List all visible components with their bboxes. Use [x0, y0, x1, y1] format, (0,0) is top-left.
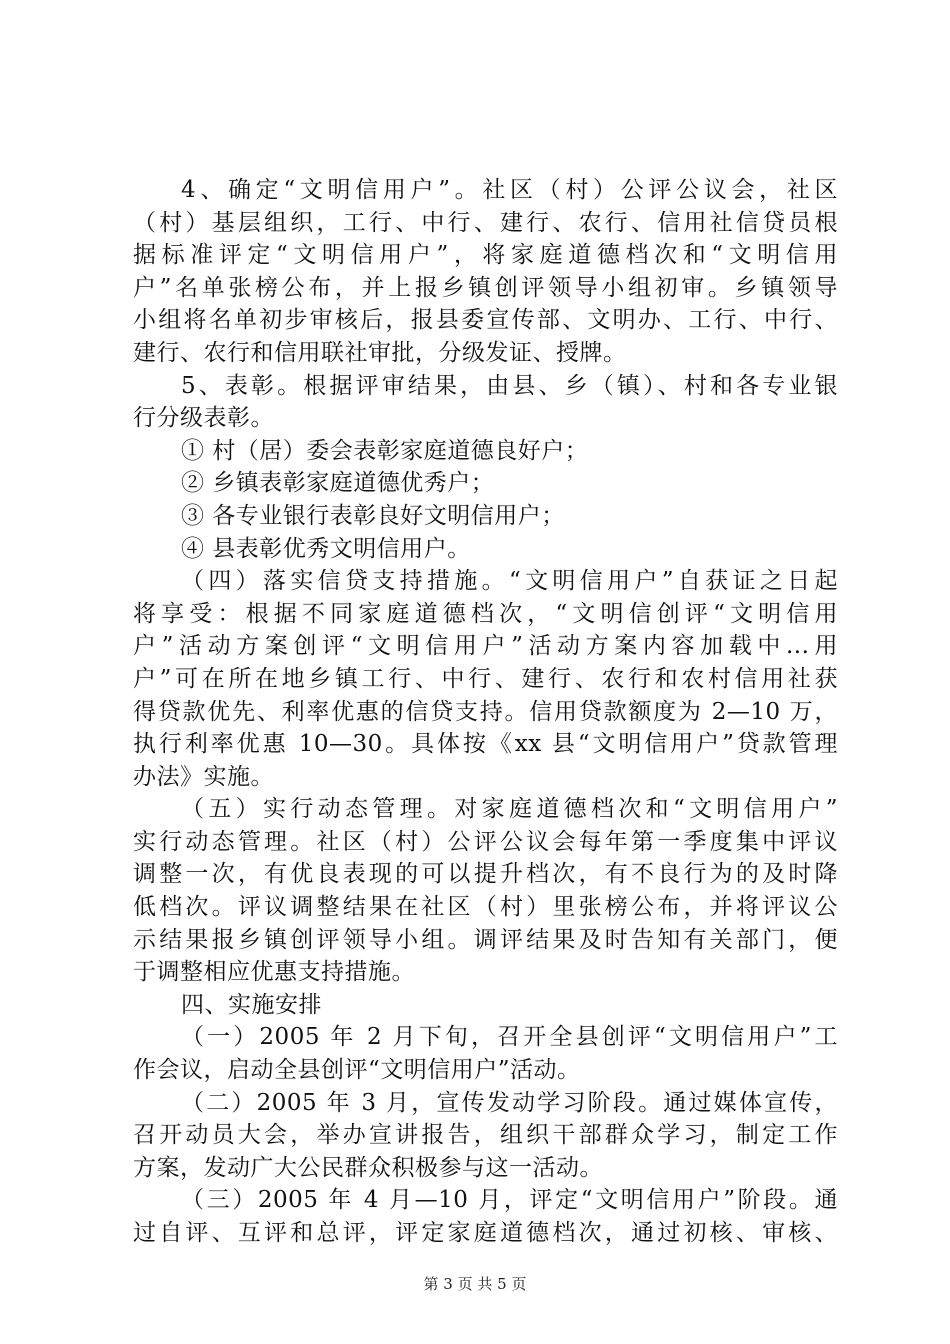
text-line: （村）基层组织，工行、中行、建行、农行、信用社信贷员根	[133, 209, 838, 236]
text-line: （三）2005 年 4 月—10 月，评定“文明信用户”阶段。通	[181, 1187, 838, 1214]
text-line: ① 村（居）委会表彰家庭道德良好户；	[181, 437, 589, 464]
document-body	[133, 174, 838, 1250]
text-line: 过自评、互评和总评，评定家庭道德档次，通过初核、审核、	[133, 1220, 838, 1246]
text-line: （五）实行动态管理。对家庭道德档次和“文明信用户”	[181, 796, 838, 823]
text-line: （一）2005 年 2 月下旬，召开全县创评“文明信用户”工	[181, 1024, 838, 1051]
text-line: 建行、农行和信用联社审批，分级发证、授牌。	[133, 339, 627, 366]
text-line: 4、确定“文明信用户”。社区（村）公评公议会，社区	[181, 177, 838, 203]
text-line: ② 乡镇表彰家庭道德优秀户；	[181, 470, 495, 497]
text-line: ④ 县表彰优秀文明信用户。	[181, 535, 471, 562]
text-line: 方案，发动广大公民群众积极参与这一活动。	[133, 1154, 603, 1181]
text-line: 作会议，启动全县创评“文明信用户”活动。	[133, 1057, 581, 1084]
text-line: 据标准评定“文明信用户”，将家庭道德档次和“文明信用	[133, 242, 838, 269]
text-line: 小组将名单初步审核后，报县委宣传部、文明办、工行、中行、	[133, 307, 838, 334]
text-line: 行分级表彰。	[133, 405, 274, 432]
text-line: 户”名单张榜公布，并上报乡镇创评领导小组初审。乡镇领导	[133, 274, 838, 301]
text-line: 示结果报乡镇创评领导小组。调评结果及时告知有关部门，便	[133, 926, 838, 953]
text-line: （四）落实信贷支持措施。“文明信用户”自获证之日起	[181, 568, 838, 595]
text-line: （二）2005 年 3 月，宣传发动学习阶段。通过媒体宣传，	[181, 1089, 838, 1116]
text-line: 户”可在所在地乡镇工行、中行、建行、农行和农村信用社获	[133, 665, 838, 692]
text-line: 将享受：根据不同家庭道德档次，“文明信创评“文明信用	[133, 600, 838, 627]
text-line: 实行动态管理。社区（村）公评公议会每年第一季度集中评议	[133, 828, 838, 855]
text-line: 5、表彰。根据评审结果，由县、乡（镇）、村和各专业银	[181, 372, 838, 399]
text-line: 办法》实施。	[133, 763, 274, 790]
text-line: 执行利率优惠 10—30。具体按《xx 县“文明信用户”贷款管理	[133, 731, 838, 758]
text-line: 召开动员大会，举办宣讲报告，组织干部群众学习，制定工作	[133, 1122, 838, 1149]
text-line: 于调整相应优惠支持措施。	[133, 959, 415, 986]
text-line: 户”活动方案创评“文明信用户”活动方案内容加载中...用	[133, 633, 838, 660]
page-footer: 第 3 页 共 5 页	[423, 1275, 527, 1293]
text-line: 低档次。评议调整结果在社区（村）里张榜公布，并将评议公	[133, 894, 838, 921]
text-line: 调整一次，有优良表现的可以提升档次，有不良行为的及时降	[133, 861, 838, 888]
text-line: 得贷款优先、利率优惠的信贷支持。信用贷款额度为 2—10 万，	[133, 698, 838, 725]
text-line: 四、实施安排	[181, 991, 322, 1018]
text-line: ③ 各专业银行表彰良好文明信用户；	[181, 502, 565, 529]
